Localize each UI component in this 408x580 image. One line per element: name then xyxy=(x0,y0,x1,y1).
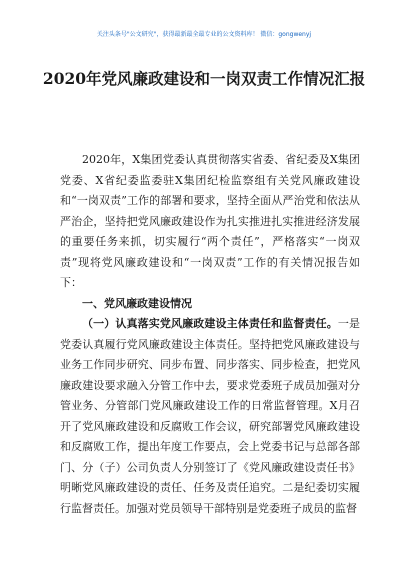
document-body xyxy=(60,150,360,519)
document-title: 2020年党风廉政建设和一岗双责工作情况汇报 xyxy=(42,69,366,88)
intro-paragraph: 2020年，X集团党委认真贯彻落实省委、省纪委及X集团党委、X省纪委监委驻X集团纪检监察组有关党风廉政建设和“一岗双责”工作的部署和要求，坚持全面从严治党和依法从严治企，坚持把党风廉政建设作为扎实推进扎实推进经济发展的重要任务来抓，切实履行“两个责任”，严格落实“一岗双责”现将党风廉政建设和“一岗双责”工作的有关情况报告如下： xyxy=(60,153,360,289)
subsection-text: 一是党委认真履行党风廉政建设主体责任。坚持把党风廉政建设与业务工作同步研究、同步布置、同步落实、同步检查，把党风廉政建设要求融入分管工作中去，要求党委班子成员加强对分管业务、分管部门党风廉政建设工作的日常监督管理。X月召开了党风廉政建设和反腐败工作会议，研究部署党风廉政建设和反腐败工作，提出年度工作要点，会上党委书记与总部各部门、分（子）公司负责人分别签订了《党风廉政建设责任书》明晰党风廉政建设的责任、任务及责任追究。二是纪委切实履行监督责任。加强对党员领导干部特别是党委班子成员的监督 xyxy=(60,317,360,515)
promo-banner: 关注头条号"公文研究"，获得最新最全最专业的公文资料库！ 微信：gongwenyj xyxy=(96,31,312,38)
subsection-paragraph xyxy=(60,314,360,519)
subsection-label: （一）认真落实党风廉政建设主体责任和监督责任。 xyxy=(82,317,338,330)
section-heading: 一、党风廉政建设情况 xyxy=(82,296,192,310)
